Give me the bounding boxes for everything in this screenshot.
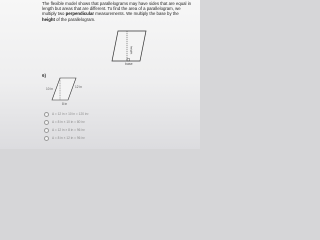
answer-choice[interactable] (44, 118, 144, 126)
radio-button[interactable] (44, 128, 49, 133)
answer-choice-label: A = 12 in × 8 in = 96 in² (52, 128, 85, 132)
question-height-label: 10 in (46, 87, 53, 91)
height-term: height (42, 16, 55, 22)
worksheet-page (0, 0, 200, 149)
intro-sentence-2-pre: To find the area of a parallelogram, we multiply two (42, 6, 181, 17)
answer-choice[interactable] (44, 134, 144, 142)
question-base-label: 8 in (62, 102, 68, 106)
answer-choice-label: A = 12 in × 10 in = 120 in² (52, 112, 89, 116)
intro-sentence-2-end: of the parallelogram. (54, 16, 96, 22)
height-label: height (129, 46, 134, 55)
perpendicular-term: perpendicular (65, 11, 95, 17)
side-label: 12 in (75, 85, 82, 89)
intro-sentence-1: The flexible model shows that parallelograms may have sides that are equal in length but areas that are different. (42, 1, 192, 12)
intro-sentence-2-post: measurements. We multiply the base by the (94, 11, 179, 17)
radio-button[interactable] (44, 112, 49, 117)
parallelogram-model-figure (104, 28, 154, 66)
question-parallelogram-shape (52, 78, 76, 100)
answer-choices (44, 110, 144, 142)
answer-choice[interactable] (44, 126, 144, 134)
intro-paragraph (42, 1, 192, 22)
answer-choice-label: A = 8 in × 10 in = 80 in² (52, 120, 85, 124)
parallelogram-model-shape (112, 31, 146, 61)
answer-choice[interactable] (44, 110, 144, 118)
question-number: 6) (42, 73, 47, 78)
radio-button[interactable] (44, 136, 49, 141)
answer-choice-label: A = 8 in × 12 in = 96 in² (52, 136, 85, 140)
base-label: base (125, 62, 133, 66)
radio-button[interactable] (44, 120, 49, 125)
